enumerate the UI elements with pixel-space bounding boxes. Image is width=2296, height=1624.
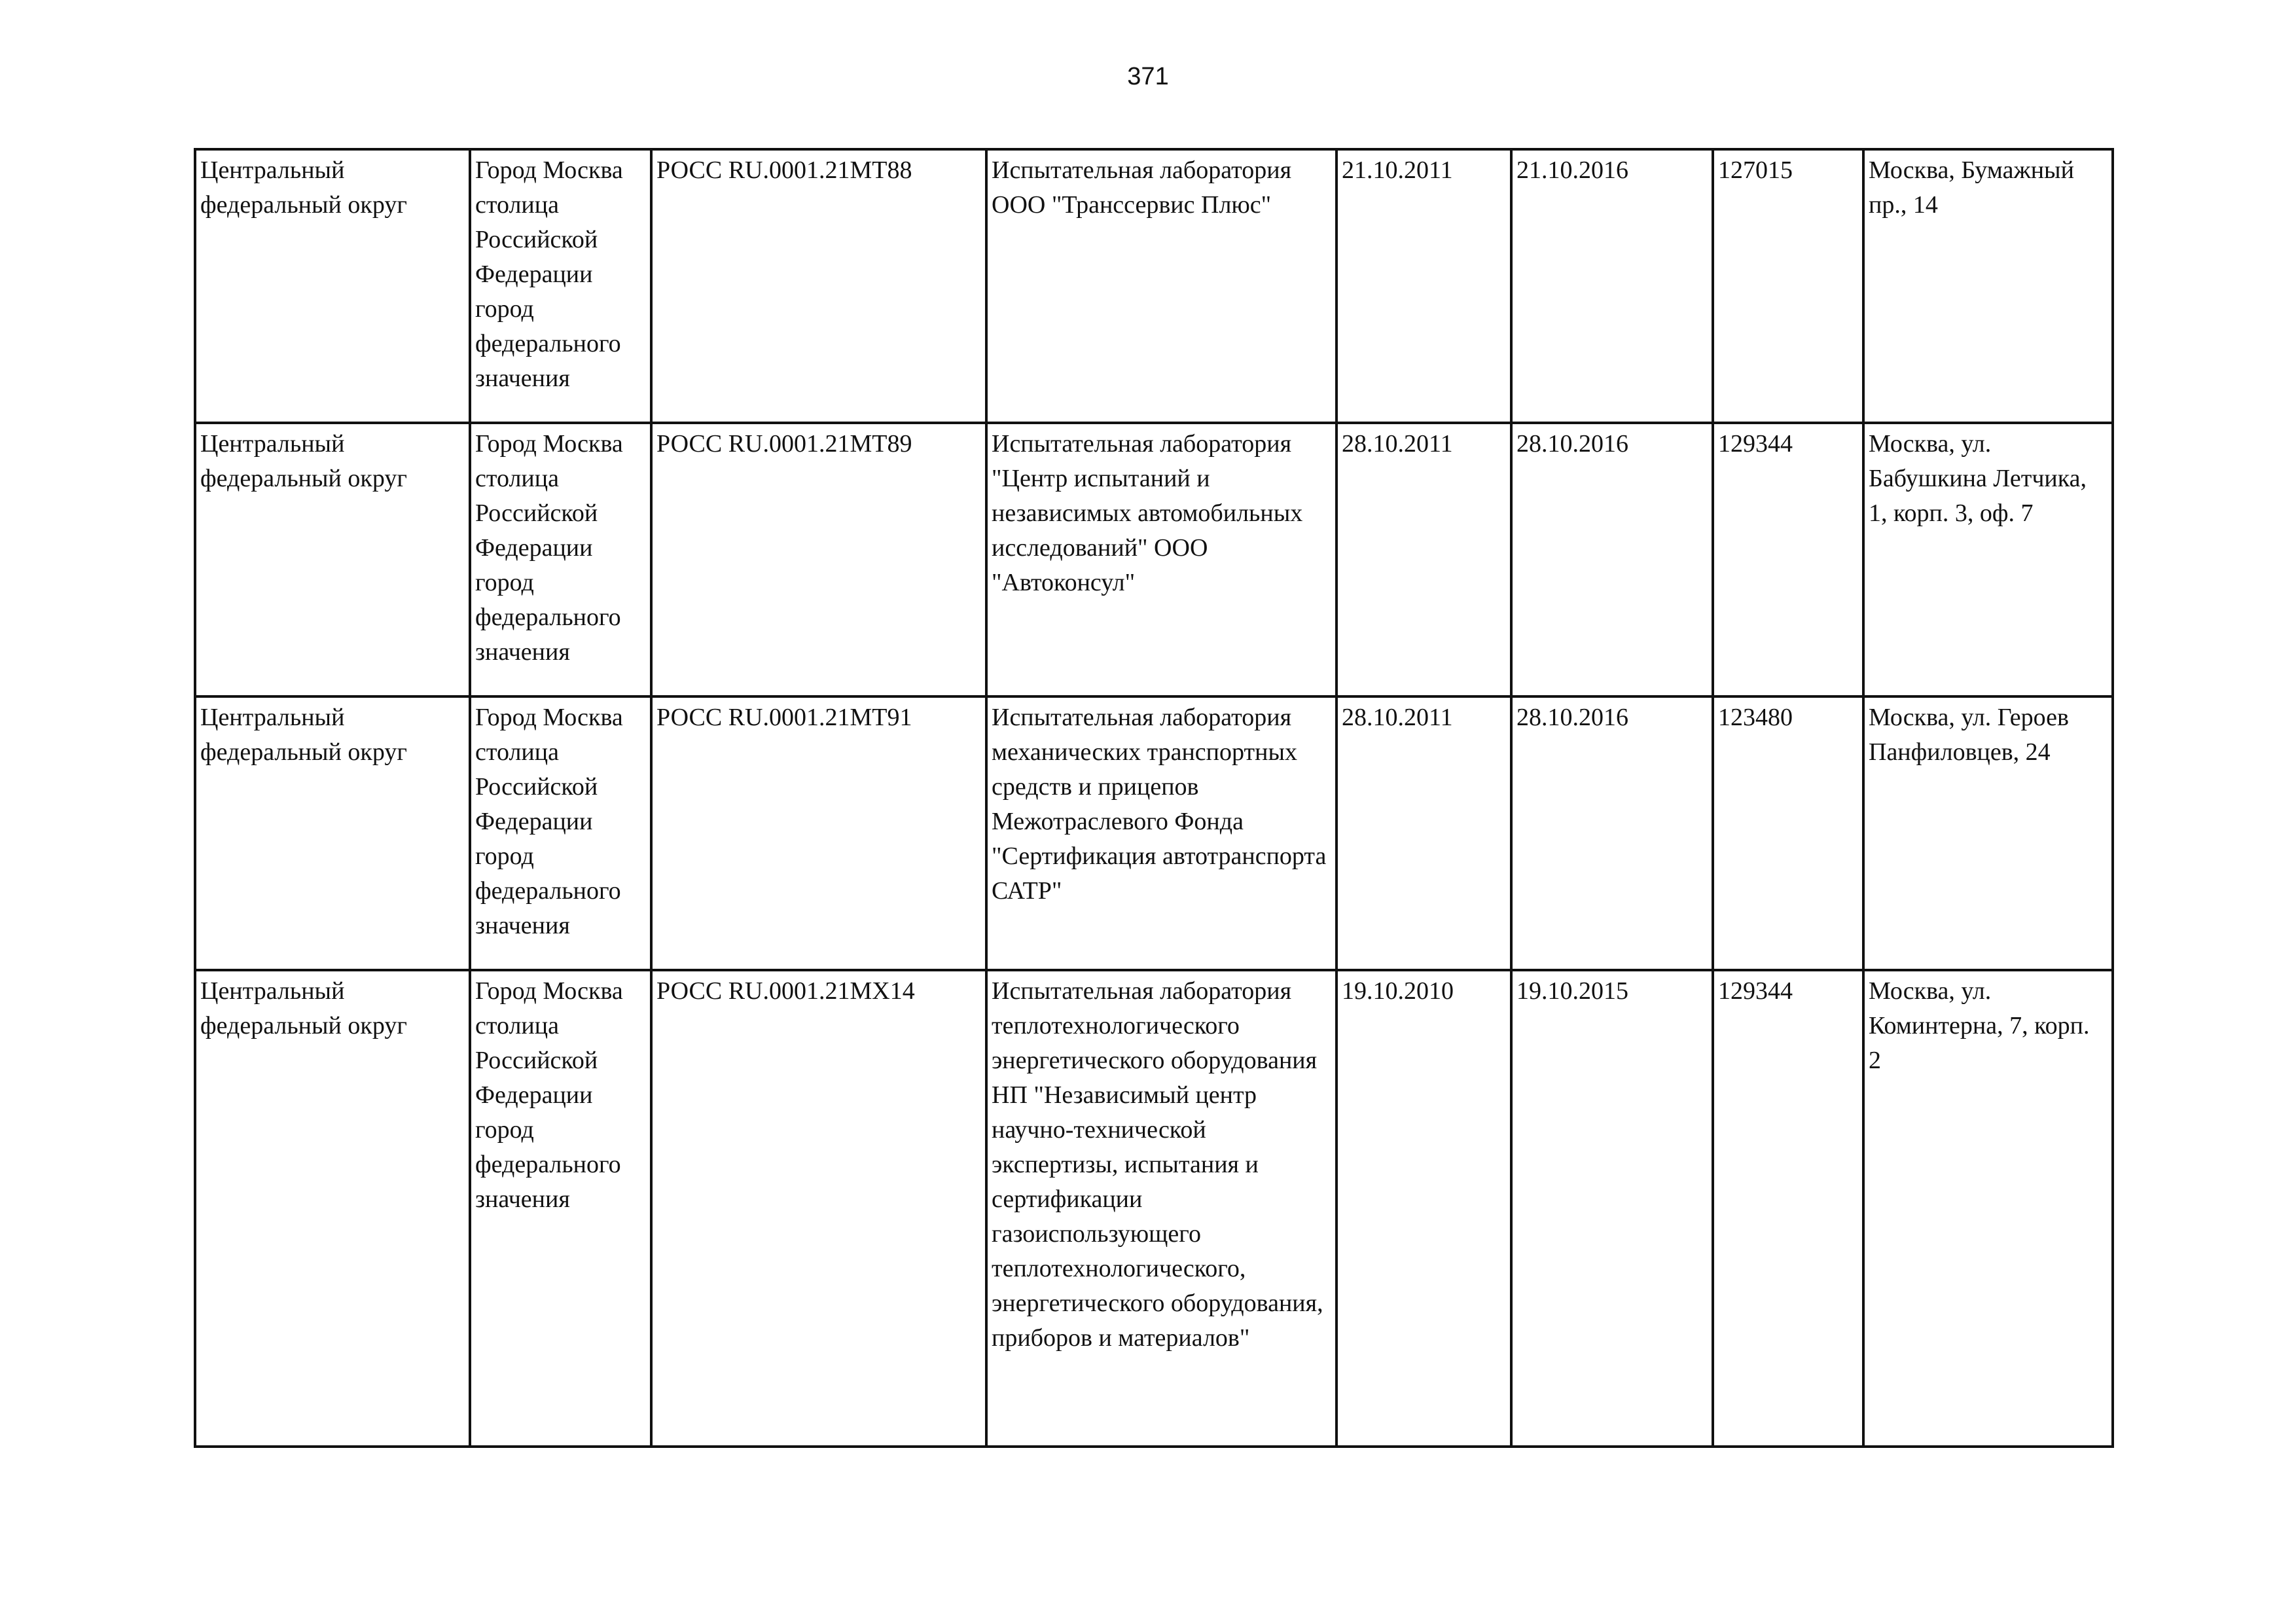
organization-cell: Испытательная лаборатория теплотехнологического энергетического оборудования НП "Независимый центр научно-технической экспертизы, испытания и сертификации газоиспользующего теплотехнологического, энергетического оборудования, приборов и материалов"	[986, 970, 1336, 1447]
postal-code-cell: 129344	[1713, 970, 1863, 1447]
table-row	[195, 696, 2113, 970]
address-cell: Москва, ул. Героев Панфиловцев, 24	[1863, 696, 2113, 970]
address-cell: Москва, ул. Бабушкина Летчика, 1, корп. 3, оф. 7	[1863, 423, 2113, 696]
region-cell: Город Москва столица Российской Федерации город федерального значения	[470, 149, 651, 423]
date-issued-cell: 28.10.2011	[1336, 696, 1511, 970]
region-cell: Город Москва столица Российской Федерации город федерального значения	[470, 970, 651, 1447]
date-issued-cell: 28.10.2011	[1336, 423, 1511, 696]
organization-cell: Испытательная лаборатория механических транспортных средств и прицепов Межотраслевого Фонда "Сертификация автотранспорта САТР"	[986, 696, 1336, 970]
cert-number-cell: РОСС RU.0001.21МХ14	[651, 970, 986, 1447]
address-cell: Москва, Бумажный пр., 14	[1863, 149, 2113, 423]
postal-code-cell: 123480	[1713, 696, 1863, 970]
region-cell: Город Москва столица Российской Федерации город федерального значения	[470, 423, 651, 696]
cert-number-cell: РОСС RU.0001.21МТ91	[651, 696, 986, 970]
date-expires-cell: 19.10.2015	[1511, 970, 1713, 1447]
table-row	[195, 423, 2113, 696]
table-row	[195, 149, 2113, 423]
district-cell: Центральный федеральный округ	[195, 970, 470, 1447]
page-number: 371	[1127, 63, 1169, 90]
date-expires-cell: 28.10.2016	[1511, 696, 1713, 970]
table-row	[195, 970, 2113, 1447]
district-cell: Центральный федеральный округ	[195, 696, 470, 970]
date-expires-cell: 21.10.2016	[1511, 149, 1713, 423]
region-cell: Город Москва столица Российской Федерации город федерального значения	[470, 696, 651, 970]
date-issued-cell: 19.10.2010	[1336, 970, 1511, 1447]
address-cell: Москва, ул. Коминтерна, 7, корп. 2	[1863, 970, 2113, 1447]
cert-number-cell: РОСС RU.0001.21МТ89	[651, 423, 986, 696]
registry-table	[194, 148, 2114, 1448]
district-cell: Центральный федеральный округ	[195, 423, 470, 696]
organization-cell: Испытательная лаборатория ООО "Транссервис Плюс"	[986, 149, 1336, 423]
district-cell: Центральный федеральный округ	[195, 149, 470, 423]
date-expires-cell: 28.10.2016	[1511, 423, 1713, 696]
postal-code-cell: 129344	[1713, 423, 1863, 696]
date-issued-cell: 21.10.2011	[1336, 149, 1511, 423]
cert-number-cell: РОСС RU.0001.21МТ88	[651, 149, 986, 423]
postal-code-cell: 127015	[1713, 149, 1863, 423]
organization-cell: Испытательная лаборатория "Центр испытаний и независимых автомобильных исследований" ООО "Автоконсул"	[986, 423, 1336, 696]
